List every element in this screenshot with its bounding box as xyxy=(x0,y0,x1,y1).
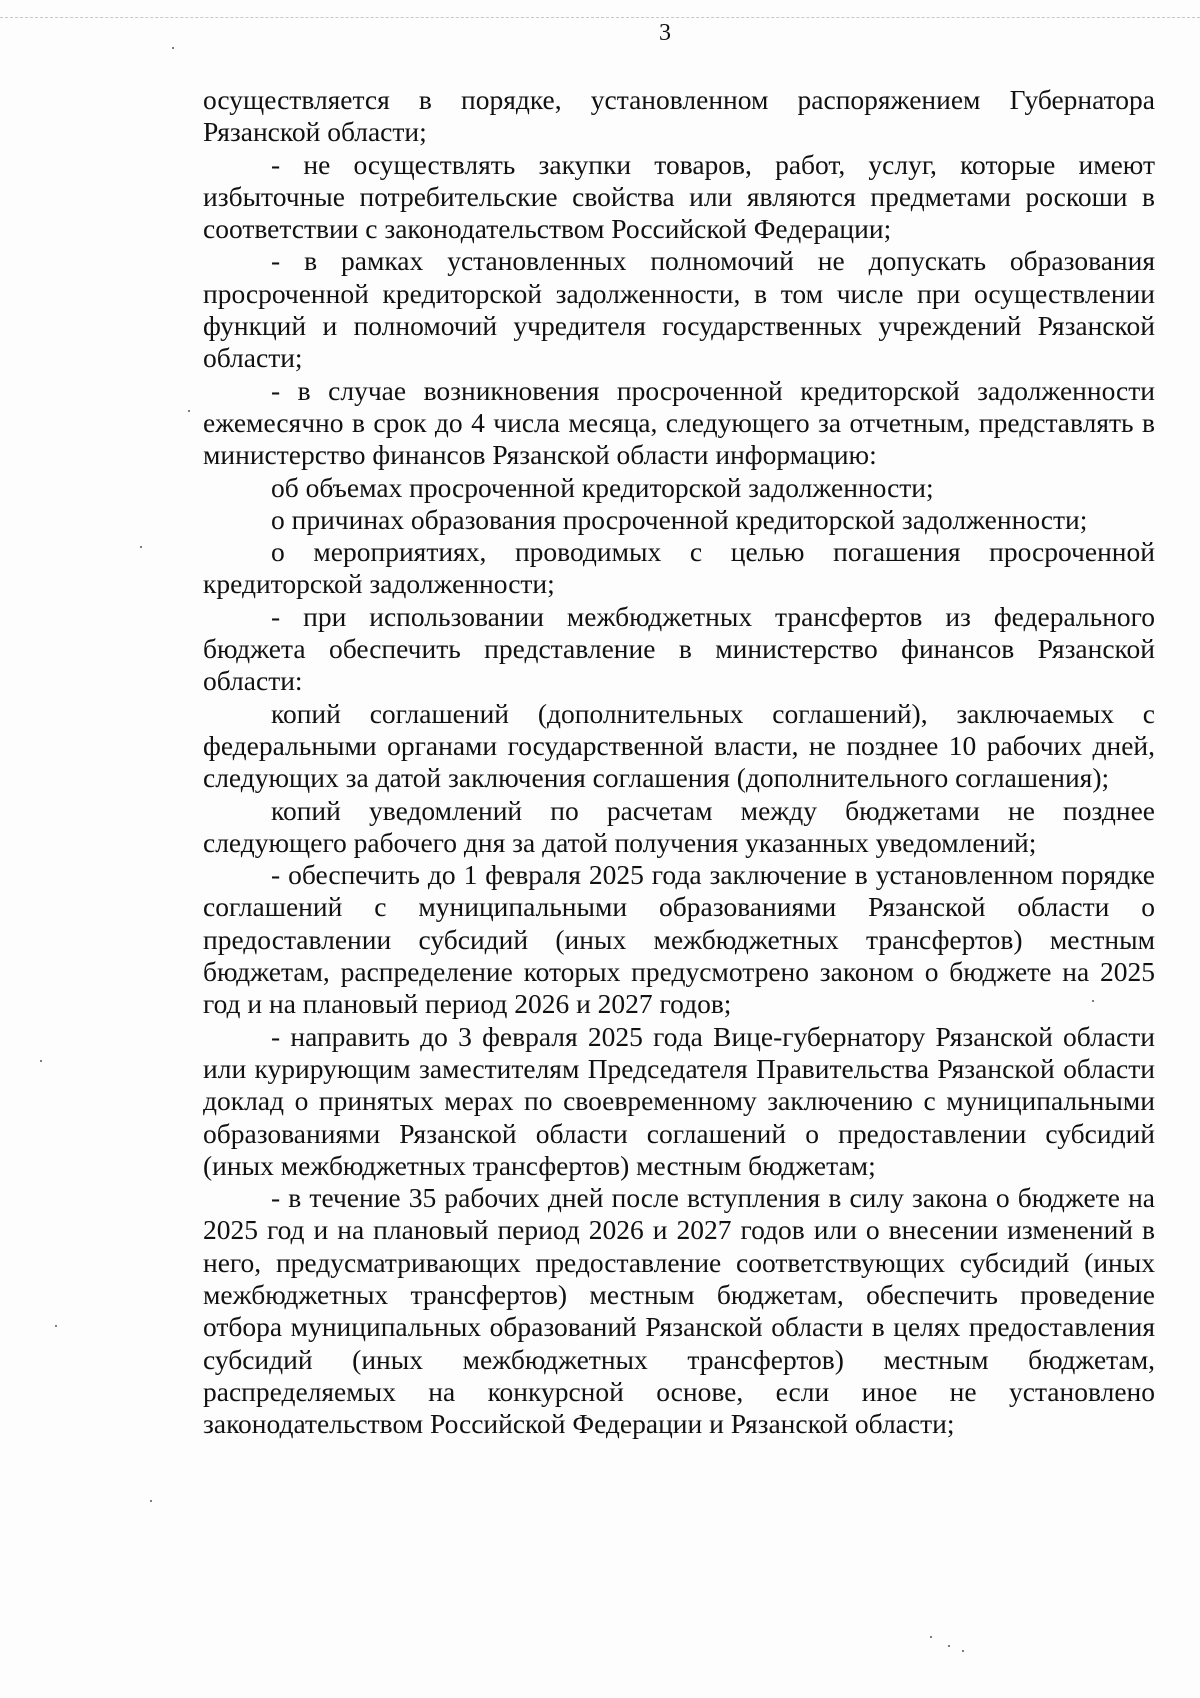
paragraph: о причинах образования просроченной кредиторской задолженности; xyxy=(271,503,1088,535)
document-body xyxy=(203,84,1155,1440)
page-number: 3 xyxy=(659,20,671,46)
paragraph: - в рамках установленных полномочий не допускать образования просроченной кредиторской задолженности, в том числе при осуществлении функций и полномочий учредителя государственных учреждений Рязанской области; xyxy=(203,245,1155,374)
scan-speck xyxy=(172,47,174,49)
paragraph: копий уведомлений по расчетам между бюджетами не позднее следующего рабочего дня за датой получения указанных уведомлений; xyxy=(203,794,1155,858)
paragraph: - обеспечить до 1 февраля 2025 года заключение в установленном порядке соглашений с муниципальными образованиями Рязанской области о предоставлении субсидий (иных межбюджетных трансфертов) местным бюджетам, распределение которых предусмотрено законом о бюджете на 2025 год и на плановый период 2026 и 2027 годов; xyxy=(203,859,1155,1020)
paragraph: - в случае возникновения просроченной кредиторской задолженности ежемесячно в срок до 4 числа месяца, следующего за отчетным, представлять в министерство финансов Рязанской области информацию: xyxy=(203,374,1155,471)
scan-speck xyxy=(40,1060,42,1062)
paragraph: о мероприятиях, проводимых с целью погашения просроченной кредиторской задолженности; xyxy=(203,536,1155,600)
paragraph: об объемах просроченной кредиторской задолженности; xyxy=(271,471,934,503)
scan-edge-line xyxy=(0,17,1200,18)
scan-speck xyxy=(140,546,142,548)
scan-speck xyxy=(150,1500,152,1502)
paragraph: - не осуществлять закупки товаров, работ, услуг, которые имеют избыточные потребительские свойства или являются предметами роскоши в соответствии с законодательством Российской Федерации; xyxy=(203,148,1155,245)
paragraph: - при использовании межбюджетных трансфертов из федерального бюджета обеспечить представление в министерство финансов Рязанской области: xyxy=(203,600,1155,697)
scan-speck xyxy=(188,410,190,412)
paragraph: осуществляется в порядке, установленном распоряжением Губернатора Рязанской области; xyxy=(203,84,1155,148)
scan-speck xyxy=(962,1650,964,1652)
scan-speck xyxy=(948,1645,950,1647)
scan-speck xyxy=(930,1636,932,1638)
scan-speck xyxy=(55,1325,57,1327)
paragraph: копий соглашений (дополнительных соглашений), заключаемых с федеральными органами государственной власти, не позднее 10 рабочих дней, следующих за датой заключения соглашения (дополнительного соглашения); xyxy=(203,697,1155,794)
paragraph: - в течение 35 рабочих дней после вступления в силу закона о бюджете на 2025 год и на плановый период 2026 и 2027 годов или о внесении изменений в него, предусматривающих предоставление соответствующих субсидий (иных межбюджетных трансфертов) местным бюджетам, обеспечить проведение отбора муниципальных образований Рязанской области в целях предоставления субсидий (иных межбюджетных трансфертов) местным бюджетам, распределяемых на конкурсной основе, если иное не установлено законодательством Российской Федерации и Рязанской области; xyxy=(203,1182,1155,1440)
paragraph: - направить до 3 февраля 2025 года Вице-губернатору Рязанской области или курирующим заместителям Председателя Правительства Рязанской области доклад о принятых мерах по своевременному заключению с муниципальными образованиями Рязанской области соглашений о предоставлении субсидий (иных межбюджетных трансфертов) местным бюджетам; xyxy=(203,1020,1155,1181)
scan-speck xyxy=(1092,1000,1094,1002)
